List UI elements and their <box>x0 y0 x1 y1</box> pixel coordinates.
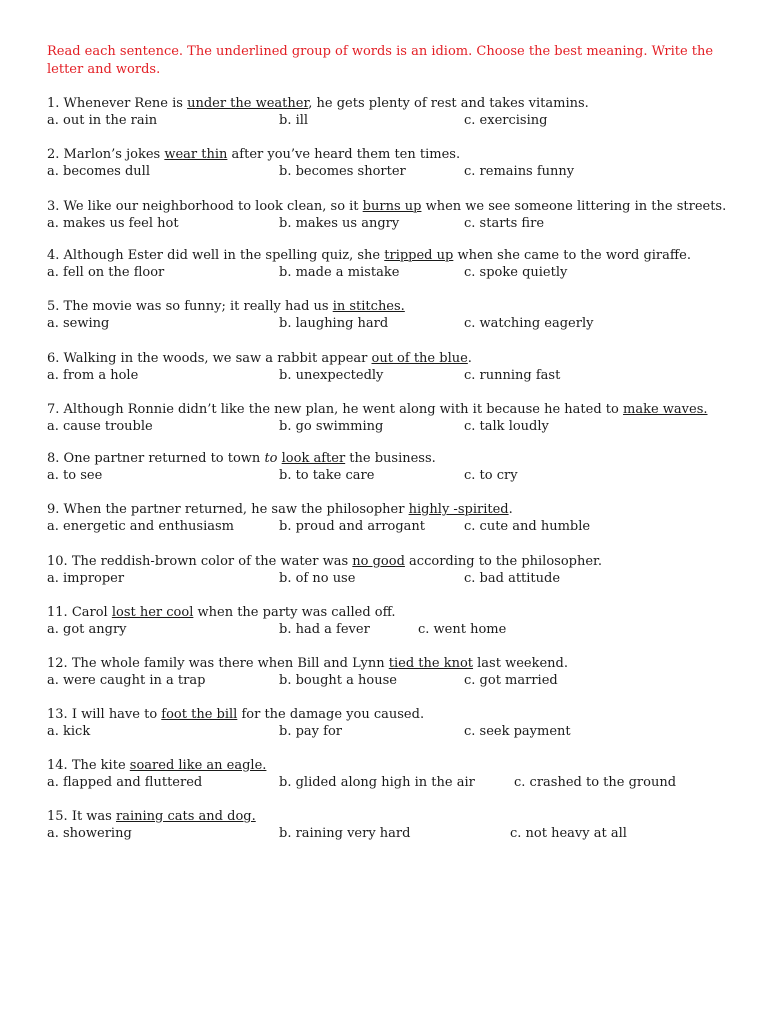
option-b: b. of no use <box>279 571 356 586</box>
question-text-end: last weekend. <box>473 656 568 671</box>
question-text: It was <box>71 809 116 824</box>
question-number: 15. <box>47 809 72 824</box>
question-number: 13. <box>47 707 72 722</box>
question-number: 1. <box>47 96 64 111</box>
idiom-underlined: highly -spirited <box>408 502 509 517</box>
answer-options <box>47 264 737 281</box>
option-b: b. made a mistake <box>279 265 400 280</box>
answer-options <box>47 215 737 232</box>
idiom-underlined: make waves. <box>623 402 708 417</box>
option-a: a. showering <box>47 826 132 841</box>
idiom-underlined: out of the blue <box>371 351 468 366</box>
question-stem <box>47 298 737 315</box>
question-text: I will have to <box>71 707 162 722</box>
question-number: 12. <box>47 656 72 671</box>
question-text: We like our neighborhood to look clean, so it <box>63 199 363 214</box>
answer-options <box>47 518 737 535</box>
question-item <box>47 757 737 791</box>
question-item <box>47 706 737 740</box>
option-a: a. from a hole <box>47 368 139 383</box>
answer-options <box>47 825 737 842</box>
question-stem <box>47 553 737 570</box>
answer-options <box>47 621 737 638</box>
question-number: 2. <box>47 147 64 162</box>
option-b: b. becomes shorter <box>279 164 406 179</box>
idiom-underlined: wear thin <box>164 147 228 162</box>
option-b: b. go swimming <box>279 419 384 434</box>
question-text-end: when we see someone littering in the streets. <box>421 199 727 214</box>
answer-options <box>47 112 737 129</box>
option-b: b. ill <box>279 113 309 128</box>
option-a: a. improper <box>47 571 125 586</box>
question-item <box>47 450 737 484</box>
idiom-underlined: tripped up <box>384 248 454 263</box>
answer-options <box>47 570 737 587</box>
option-b: b. makes us angry <box>279 216 400 231</box>
question-stem <box>47 401 737 418</box>
question-item <box>47 553 737 587</box>
option-b: b. glided along high in the air <box>279 775 475 790</box>
question-text: One partner returned to town <box>63 451 265 466</box>
option-a: a. cause trouble <box>47 419 153 434</box>
option-c: c. got married <box>464 673 558 688</box>
question-item <box>47 298 737 332</box>
option-c: c. seek payment <box>464 724 571 739</box>
option-a: a. out in the rain <box>47 113 158 128</box>
question-text: The kite <box>71 758 130 773</box>
option-b: b. proud and arrogant <box>279 519 426 534</box>
question-text-end: the business. <box>345 451 436 466</box>
question-text-end: according to the philosopher. <box>404 554 602 569</box>
idiom-underlined: raining cats and dog. <box>116 809 256 824</box>
option-b: b. bought a house <box>279 673 397 688</box>
question-text-end: . <box>508 502 513 517</box>
option-c: c. watching eagerly <box>464 316 594 331</box>
question-stem <box>47 95 737 112</box>
question-stem <box>47 501 737 518</box>
option-c: c. exercising <box>464 113 548 128</box>
question-text: When the partner returned, he saw the philosopher <box>63 502 409 517</box>
question-text: Walking in the woods, we saw a rabbit appear <box>63 351 372 366</box>
question-number: 14. <box>47 758 72 773</box>
option-c: c. talk loudly <box>464 419 549 434</box>
answer-options <box>47 418 737 435</box>
question-number: 5. <box>47 299 64 314</box>
question-item <box>47 350 737 384</box>
option-a: a. makes us feel hot <box>47 216 179 231</box>
option-b: b. pay for <box>279 724 342 739</box>
option-a: a. kick <box>47 724 91 739</box>
option-b: b. laughing hard <box>279 316 389 331</box>
option-a: a. flapped and fluttered <box>47 775 203 790</box>
question-stem <box>47 247 737 264</box>
option-c: c. running fast <box>464 368 561 383</box>
option-c: c. cute and humble <box>464 519 591 534</box>
question-item <box>47 146 737 180</box>
option-a: a. were caught in a trap <box>47 673 206 688</box>
option-c: c. remains funny <box>464 164 575 179</box>
question-item <box>47 247 737 281</box>
question-item <box>47 604 737 638</box>
option-a: a. to see <box>47 468 103 483</box>
question-stem <box>47 808 737 825</box>
idiom-underlined: lost her cool <box>111 605 194 620</box>
instructions: Read each sentence. The underlined group of words is an idiom. Choose the best meaning. Write the letter and words. <box>47 44 714 77</box>
option-a: a. got angry <box>47 622 127 637</box>
option-b: b. had a fever <box>279 622 370 637</box>
question-item <box>47 95 737 129</box>
italic-word: to <box>264 451 278 466</box>
question-stem <box>47 706 737 723</box>
question-text-end: . <box>467 351 472 366</box>
question-number: 9. <box>47 502 64 517</box>
idiom-underlined: tied the knot <box>388 656 474 671</box>
question-text-end: for the damage you caused. <box>237 707 425 722</box>
idiom-underlined: in stitches. <box>332 299 405 314</box>
question-text: Although Ronnie didn’t like the new plan, he went along with it because he hated to <box>63 402 623 417</box>
question-number: 11. <box>47 605 72 620</box>
question-number: 6. <box>47 351 64 366</box>
option-a: a. energetic and enthusiasm <box>47 519 234 534</box>
question-item <box>47 501 737 535</box>
question-number: 8. <box>47 451 64 466</box>
question-stem <box>47 146 737 163</box>
option-c: c. went home <box>418 622 507 637</box>
question-text: Whenever Rene is <box>63 96 188 111</box>
question-item <box>47 808 737 842</box>
question-text: The movie was so funny; it really had us <box>63 299 333 314</box>
question-stem <box>47 350 737 367</box>
question-text: Carol <box>71 605 112 620</box>
question-text: Although Ester did well in the spelling quiz, she <box>63 248 385 263</box>
question-item <box>47 401 737 435</box>
question-stem <box>47 604 737 621</box>
idiom-underlined: burns up <box>362 199 422 214</box>
answer-options <box>47 672 737 689</box>
question-stem <box>47 198 737 215</box>
answer-options <box>47 723 737 740</box>
question-number: 10. <box>47 554 72 569</box>
question-text-end: when she came to the word giraffe. <box>453 248 691 263</box>
option-c: c. not heavy at all <box>510 826 627 841</box>
question-number: 4. <box>47 248 64 263</box>
option-c: c. starts fire <box>464 216 545 231</box>
option-c: c. crashed to the ground <box>514 775 677 790</box>
question-item <box>47 655 737 689</box>
question-text: The reddish-brown color of the water was <box>71 554 353 569</box>
option-b: b. raining very hard <box>279 826 411 841</box>
option-c: c. spoke quietly <box>464 265 568 280</box>
option-c: c. to cry <box>464 468 518 483</box>
option-c: c. bad attitude <box>464 571 561 586</box>
idiom-underlined: foot the bill <box>161 707 238 722</box>
idiom-underlined: no good <box>352 554 405 569</box>
answer-options <box>47 774 737 791</box>
answer-options <box>47 367 737 384</box>
idiom-underlined: soared like an eagle. <box>129 758 267 773</box>
answer-options <box>47 467 737 484</box>
option-a: a. fell on the floor <box>47 265 165 280</box>
option-a: a. becomes dull <box>47 164 150 179</box>
option-b: b. unexpectedly <box>279 368 384 383</box>
question-text-end: , he gets plenty of rest and takes vitamins. <box>308 96 589 111</box>
question-text: The whole family was there when Bill and Lynn <box>71 656 389 671</box>
question-number: 3. <box>47 199 64 214</box>
question-stem <box>47 655 737 672</box>
idiom-underlined: under the weather <box>187 96 309 111</box>
idiom-underlined: look after <box>281 451 346 466</box>
question-stem <box>47 450 737 467</box>
question-stem <box>47 757 737 774</box>
question-item <box>47 198 737 232</box>
question-number: 7. <box>47 402 64 417</box>
question-text-end: when the party was called off. <box>193 605 396 620</box>
answer-options <box>47 163 737 180</box>
question-text: Marlon’s jokes <box>63 147 165 162</box>
option-b: b. to take care <box>279 468 375 483</box>
option-a: a. sewing <box>47 316 110 331</box>
question-text-end: after you’ve heard them ten times. <box>227 147 461 162</box>
answer-options <box>47 315 737 332</box>
